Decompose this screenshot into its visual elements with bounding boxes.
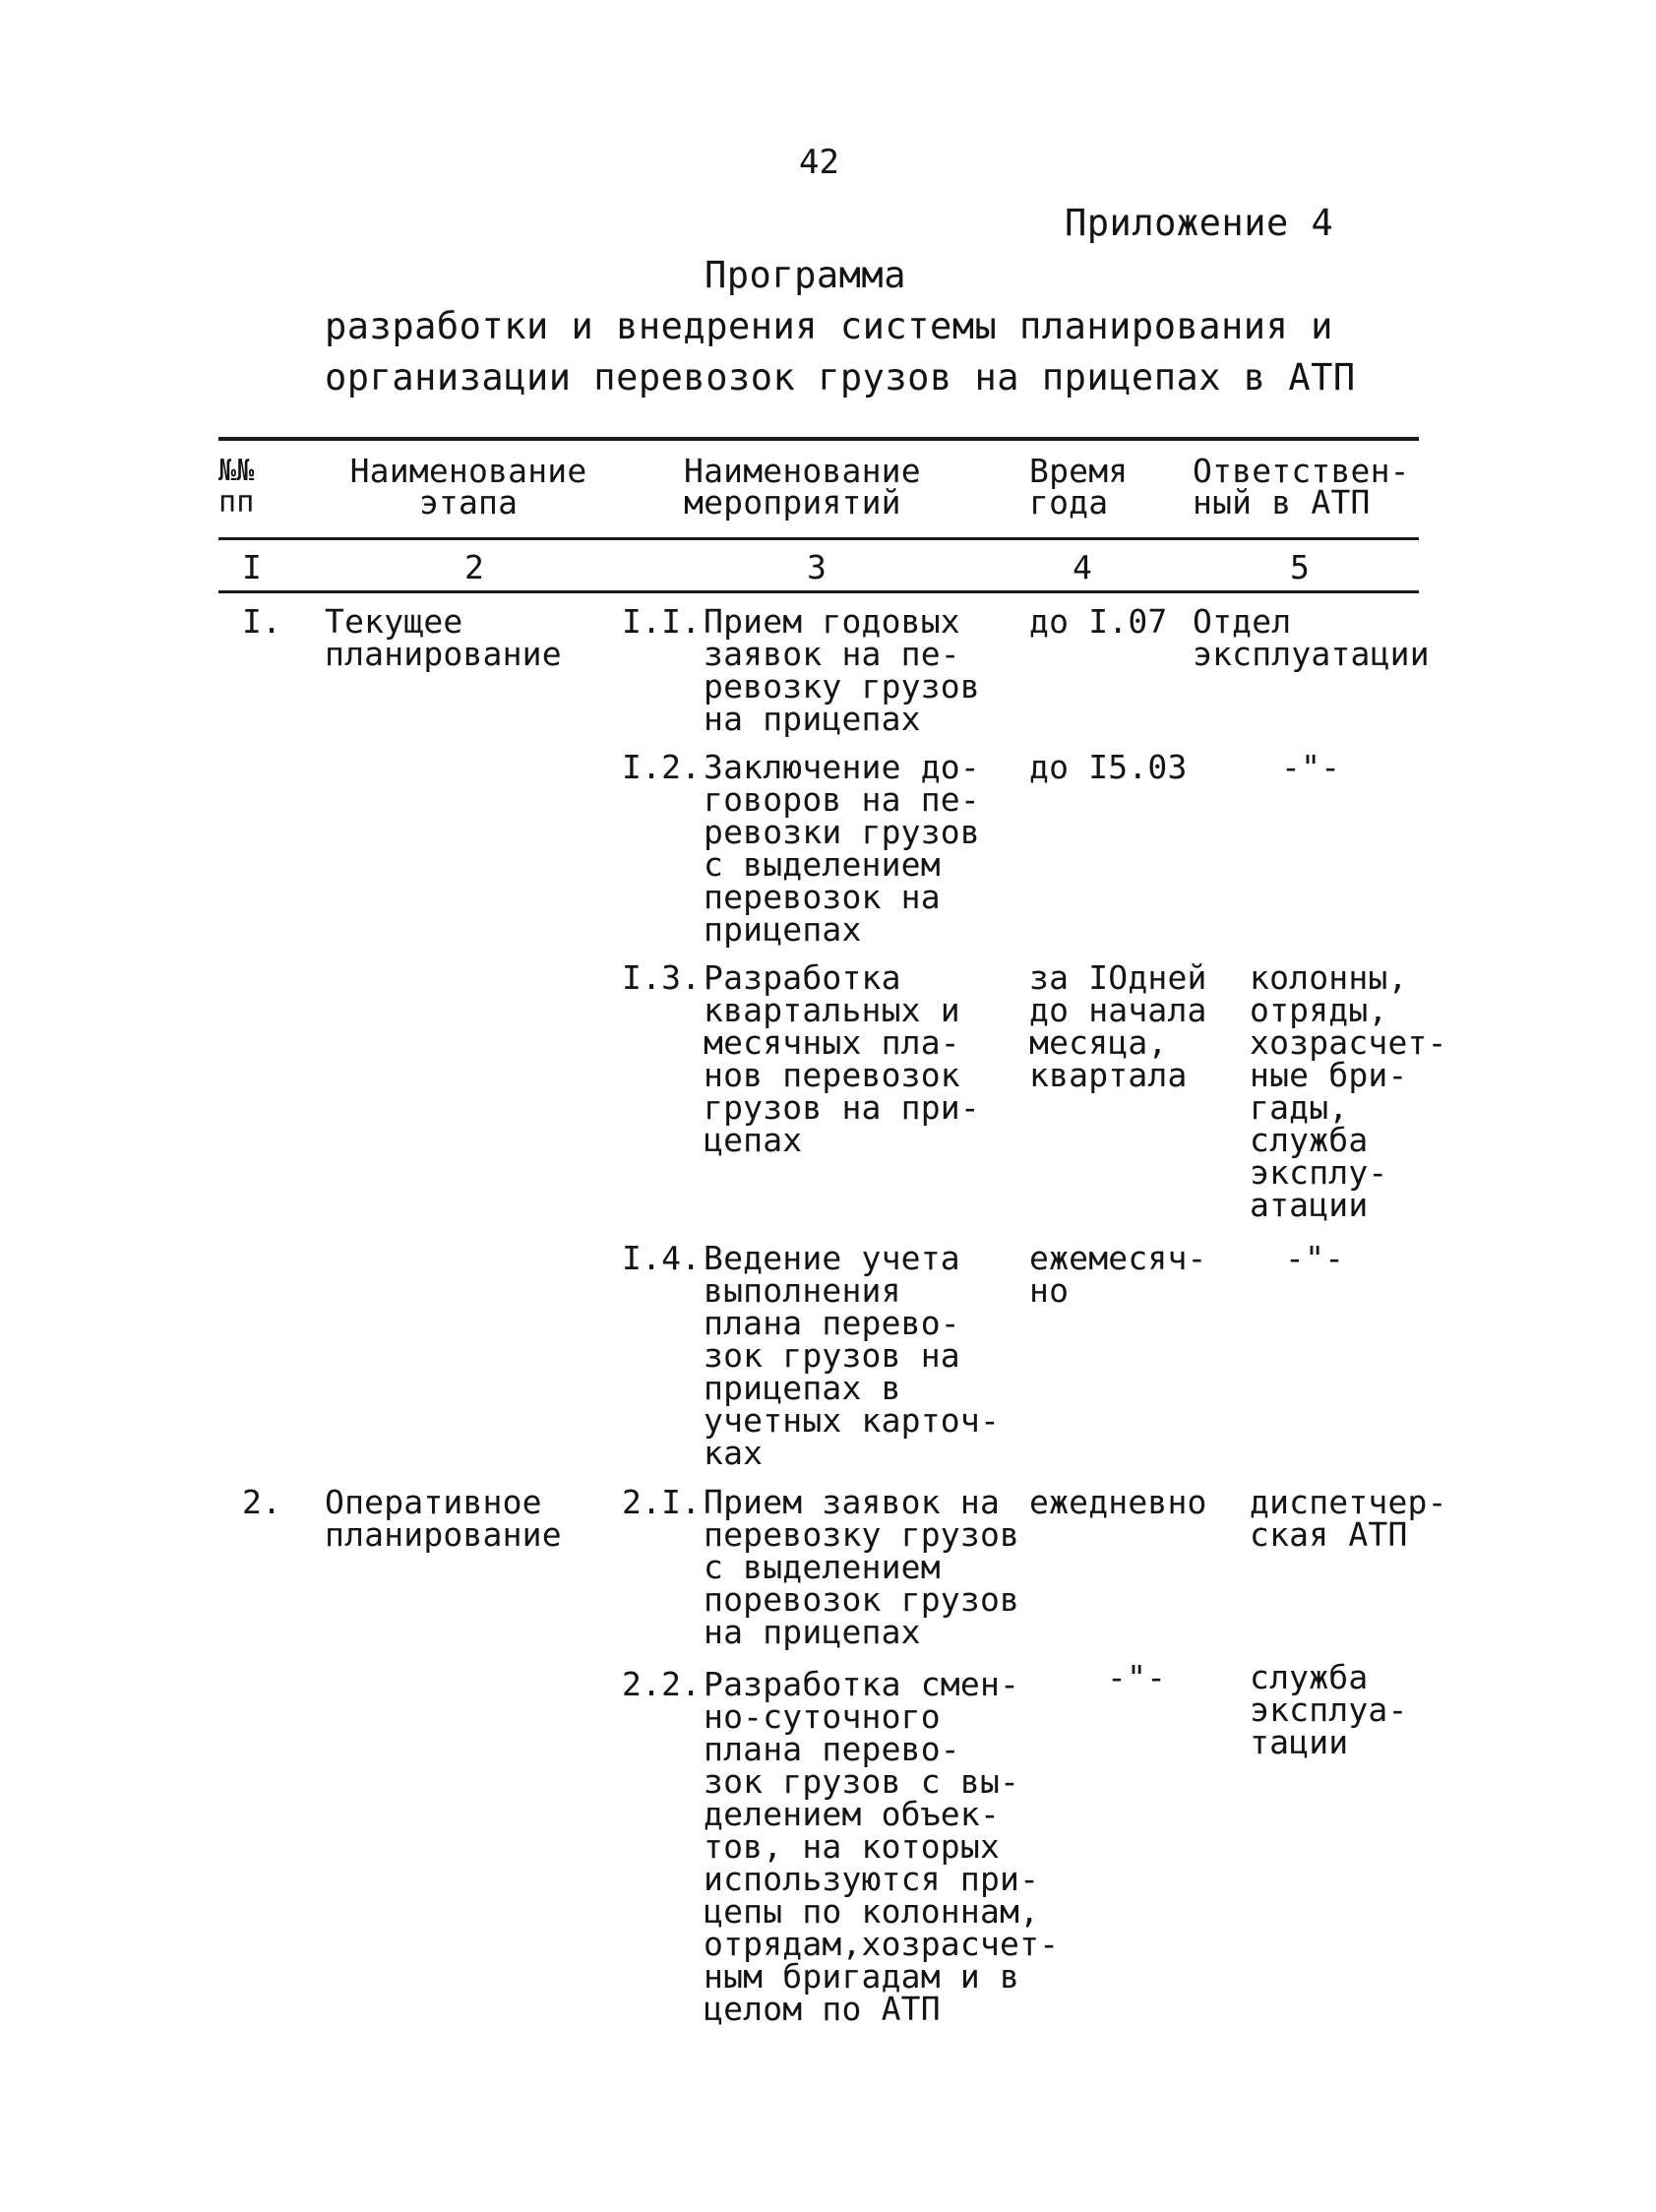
item-1-4-time: ежемесяч- но <box>1029 1239 1207 1310</box>
col-number-4: 4 <box>1073 548 1093 586</box>
item-1-4-text: Ведение учета выполнения плана перево- зок грузов на прицепах в учетных карточ- ках <box>704 1239 1001 1472</box>
item-1-3-responsible: колонны, отряды, хозрасчет- ные бри- гады, служба эксплу- атации <box>1250 958 1447 1224</box>
title-line-2: разработки и внедрения системы планирования и <box>325 305 1333 347</box>
item-1-1-responsible: Отдел эксплуатации <box>1193 602 1430 673</box>
col-number-5: 5 <box>1290 548 1311 586</box>
item-1-3-time: за IОдней до начала месяца, квартала <box>1029 958 1207 1094</box>
row-1-num: I. <box>242 602 282 641</box>
item-1-4-code: I.4. <box>622 1239 702 1277</box>
item-1-3-code: I.3. <box>622 958 702 997</box>
item-1-1-code: I.I. <box>622 602 702 641</box>
col-numbers-bottom-rule <box>218 590 1419 593</box>
item-1-2-time: до I5.03 <box>1029 748 1188 786</box>
item-2-2-code: 2.2. <box>622 1665 702 1703</box>
item-2-1-text: Прием заявок на перевозку грузов с выделением поревозок грузов на прицепах <box>704 1483 1020 1651</box>
item-1-2-code: I.2. <box>622 748 702 786</box>
item-2-2-time: -"- <box>1107 1658 1167 1696</box>
header-stage: Наименование этапа <box>349 452 587 522</box>
row-2-stage: Оперативное планирование <box>325 1483 562 1554</box>
item-1-3-text: Разработка квартальных и месячных пла- нов перевозок грузов на при- цепах <box>704 958 980 1159</box>
item-2-2-text: Разработка смен- но-суточного плана перево- зок грузов с вы- делением объек- тов, на которых используются при- цепы по колоннам, отрядам,хозрасчет- ным бригадам и в целом по АТП <box>704 1665 1060 2028</box>
header-time: Время года <box>1029 452 1129 522</box>
item-1-1-text: Прием годовых заявок на пе- ревозку грузов на прицепах <box>704 602 980 738</box>
col-number-2: 2 <box>464 548 485 586</box>
page-number: 42 <box>799 143 839 182</box>
header-responsible: Ответствен- ный в АТП <box>1193 452 1410 522</box>
appendix-label: Приложение 4 <box>1065 202 1334 244</box>
item-1-4-responsible: -"- <box>1285 1239 1345 1277</box>
item-2-1-time: ежедневно <box>1029 1483 1207 1521</box>
item-2-2-responsible: служба эксплуа- тации <box>1250 1658 1408 1761</box>
item-1-1-time: до I.07 <box>1029 602 1168 641</box>
item-2-1-code: 2.I. <box>622 1483 702 1521</box>
header-bottom-rule <box>218 537 1419 540</box>
table-top-rule <box>218 437 1419 441</box>
row-1-stage: Текущее планирование <box>325 602 562 673</box>
title-line-3: организации перевозок грузов на прицепах в АТП <box>325 356 1356 399</box>
item-2-1-responsible: диспетчер- ская АТП <box>1250 1483 1447 1554</box>
header-measures: Наименование мероприятий <box>684 452 921 522</box>
col-number-3: 3 <box>807 548 828 586</box>
title-line-1: Программа <box>705 254 906 296</box>
item-1-2-text: Заключение до- говоров на пе- ревозки грузов с выделением перевозок на прицепах <box>704 748 980 949</box>
col-number-1: I <box>242 548 263 586</box>
item-1-2-responsible: -"- <box>1281 748 1341 786</box>
row-2-num: 2. <box>242 1483 282 1521</box>
header-num: №№ пп <box>218 454 255 520</box>
